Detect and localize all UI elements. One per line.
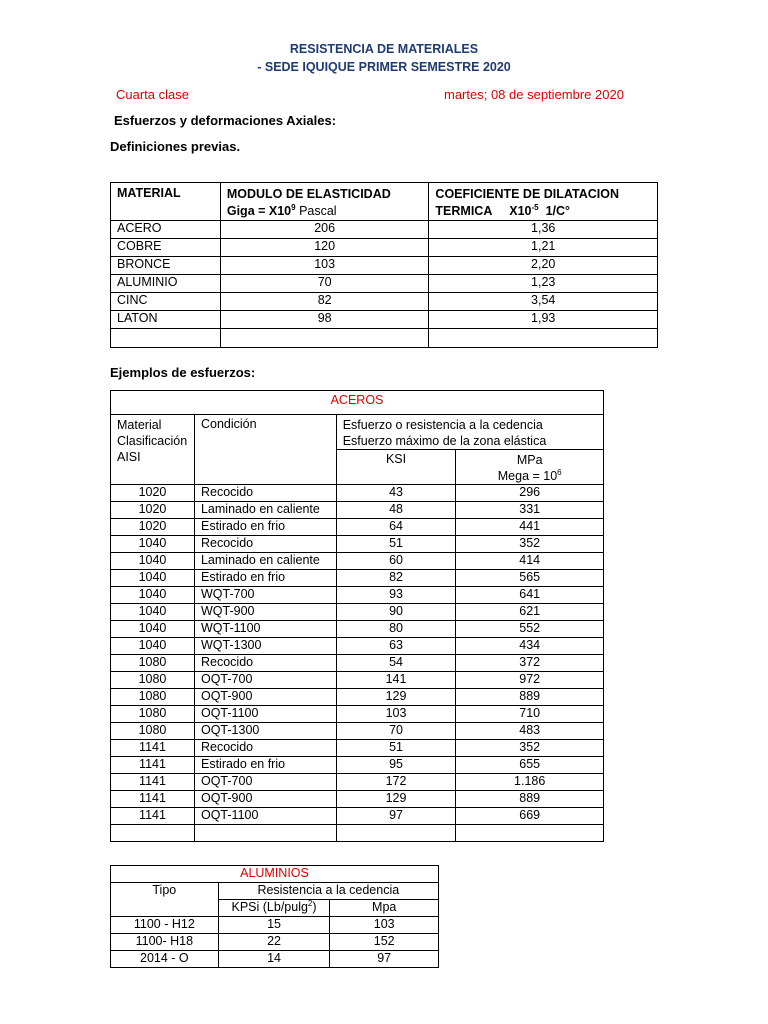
condicion-cell: Recocido [194, 740, 336, 757]
mpa-cell: 972 [456, 672, 604, 689]
header-esfuerzo-line1: Esfuerzo o resistencia a la cedencia [342, 418, 543, 432]
aisi-cell: 1020 [111, 502, 195, 519]
material-cell: CINC [111, 293, 221, 311]
aisi-cell: 1141 [111, 774, 195, 791]
header-ksi: KSI [336, 450, 456, 485]
condicion-cell: WQT-700 [194, 587, 336, 604]
table-row [111, 672, 604, 689]
mpa-cell: 152 [330, 934, 439, 951]
aisi-cell: 1020 [111, 519, 195, 536]
header-kpsi [218, 900, 330, 917]
modulo-cell: 82 [220, 293, 429, 311]
header-aisi-line1: Material [117, 418, 162, 432]
mpa-cell: 1.186 [456, 774, 604, 791]
mpa-cell: 641 [456, 587, 604, 604]
empty-cell [336, 825, 456, 842]
ksi-cell: 95 [336, 757, 456, 774]
header-modulo-unit-exp: 9 [291, 202, 296, 212]
mpa-cell: 621 [456, 604, 604, 621]
ksi-cell: 82 [336, 570, 456, 587]
table-row [111, 951, 439, 968]
date-label: martes; 08 de septiembre 2020 [444, 87, 624, 102]
aisi-cell: 1141 [111, 791, 195, 808]
condicion-cell: WQT-1300 [194, 638, 336, 655]
aisi-cell: 1141 [111, 740, 195, 757]
steels-table [110, 390, 604, 842]
table-row [111, 553, 604, 570]
ksi-cell: 51 [336, 740, 456, 757]
mpa-cell: 352 [456, 740, 604, 757]
header-coef-unit: TERMICA X10 [435, 204, 532, 218]
header-aisi-line2: Clasificación [117, 434, 188, 448]
mpa-cell: 483 [456, 723, 604, 740]
condicion-cell: OQT-1100 [194, 706, 336, 723]
mpa-cell: 103 [330, 917, 439, 934]
header-kpsi-exp: 2 [307, 898, 313, 908]
table-row [111, 570, 604, 587]
condicion-cell: Estirado en frio [194, 519, 336, 536]
ksi-cell: 80 [336, 621, 456, 638]
aisi-cell: 1040 [111, 604, 195, 621]
tipo-cell: 1100- H18 [111, 934, 219, 951]
header-esfuerzo-line2: Esfuerzo máximo de la zona elástica [342, 434, 547, 448]
material-cell: COBRE [111, 239, 221, 257]
ksi-cell: 129 [336, 791, 456, 808]
header-kpsi-text: KPSi (Lb/pulg [231, 900, 308, 914]
material-cell: LATON [111, 311, 221, 329]
aisi-cell: 1080 [111, 655, 195, 672]
header-modulo-text: MODULO DE ELASTICIDAD [226, 187, 391, 201]
header-mega-exp: 6 [557, 467, 562, 477]
header-coef [429, 183, 658, 221]
mpa-cell: 552 [456, 621, 604, 638]
table-row [111, 293, 658, 311]
examples-heading: Ejemplos de esfuerzos: [110, 365, 256, 380]
aisi-cell: 1040 [111, 638, 195, 655]
steels-table-body [111, 485, 604, 842]
ksi-cell: 172 [336, 774, 456, 791]
header-kpsi-close: ) [312, 900, 317, 914]
mpa-cell: 414 [456, 553, 604, 570]
material-cell: BRONCE [111, 257, 221, 275]
table-row [111, 604, 604, 621]
table-row [111, 723, 604, 740]
mpa-cell: 372 [456, 655, 604, 672]
empty-cell [220, 329, 429, 348]
table-row [111, 536, 604, 553]
condicion-cell: Estirado en frio [194, 757, 336, 774]
ksi-cell: 51 [336, 536, 456, 553]
empty-cell [111, 825, 195, 842]
table-row [111, 740, 604, 757]
header-aisi [111, 415, 195, 485]
ksi-cell: 48 [336, 502, 456, 519]
table-row [111, 257, 658, 275]
aluminium-table [110, 865, 439, 968]
mpa-cell: 889 [456, 791, 604, 808]
header-modulo-unit-suffix: Pascal [295, 204, 337, 218]
ksi-cell: 141 [336, 672, 456, 689]
condicion-cell: Laminado en caliente [194, 553, 336, 570]
condicion-cell: Laminado en caliente [194, 502, 336, 519]
kpsi-cell: 15 [218, 917, 330, 934]
table-row-empty [111, 825, 604, 842]
header-mega: Mega = 10 [497, 469, 558, 483]
header-resistencia: Resistencia a la cedencia [218, 883, 438, 900]
document-title-line1: RESISTENCIA DE MATERIALES [289, 42, 479, 56]
table-row [111, 239, 658, 257]
table-row [111, 502, 604, 519]
mpa-cell: 434 [456, 638, 604, 655]
header-material: MATERIAL [111, 183, 221, 221]
header-mpa-al: Mpa [330, 900, 439, 917]
coef-cell: 1,21 [429, 239, 658, 257]
tipo-cell: 2014 - O [111, 951, 219, 968]
modulo-cell: 206 [220, 221, 429, 239]
modulo-cell: 120 [220, 239, 429, 257]
condicion-cell: Estirado en frio [194, 570, 336, 587]
table-row [111, 808, 604, 825]
tipo-cell: 1100 - H12 [111, 917, 219, 934]
ksi-cell: 64 [336, 519, 456, 536]
aisi-cell: 1040 [111, 553, 195, 570]
aisi-cell: 1141 [111, 808, 195, 825]
ksi-cell: 43 [336, 485, 456, 502]
mpa-cell: 669 [456, 808, 604, 825]
table-row [111, 587, 604, 604]
mpa-cell: 97 [330, 951, 439, 968]
table-row [111, 485, 604, 502]
condicion-cell: WQT-900 [194, 604, 336, 621]
kpsi-cell: 22 [218, 934, 330, 951]
condicion-cell: Recocido [194, 655, 336, 672]
table-row [111, 275, 658, 293]
condicion-cell: Recocido [194, 536, 336, 553]
ksi-cell: 97 [336, 808, 456, 825]
mpa-cell: 441 [456, 519, 604, 536]
header-coef-text: COEFICIENTE DE DILATACION [435, 187, 619, 201]
ksi-cell: 54 [336, 655, 456, 672]
aisi-cell: 1080 [111, 672, 195, 689]
table-row [111, 689, 604, 706]
aluminium-table-body [111, 917, 439, 968]
header-tipo: Tipo [111, 883, 219, 917]
aluminium-table-title: ALUMINIOS [111, 866, 439, 883]
ksi-cell: 129 [336, 689, 456, 706]
document-title-line2: - SEDE IQUIQUE PRIMER SEMESTRE 2020 [257, 60, 511, 74]
aisi-cell: 1040 [111, 621, 195, 638]
header-coef-unit-suffix: 1/C° [538, 204, 571, 218]
ksi-cell: 90 [336, 604, 456, 621]
coef-cell: 1,93 [429, 311, 658, 329]
coef-cell: 2,20 [429, 257, 658, 275]
material-cell: ALUMINIO [111, 275, 221, 293]
modulo-cell: 70 [220, 275, 429, 293]
ksi-cell: 103 [336, 706, 456, 723]
kpsi-cell: 14 [218, 951, 330, 968]
condicion-cell: OQT-900 [194, 791, 336, 808]
header-esfuerzo [336, 415, 603, 450]
empty-cell [111, 329, 221, 348]
definitions-heading: Definiciones previas. [110, 139, 241, 154]
coef-cell: 1,36 [429, 221, 658, 239]
table-row [111, 311, 658, 329]
table-header-row [111, 183, 658, 221]
condicion-cell: OQT-900 [194, 689, 336, 706]
aisi-cell: 1141 [111, 757, 195, 774]
aisi-cell: 1080 [111, 689, 195, 706]
mpa-cell: 889 [456, 689, 604, 706]
table-row-empty [111, 329, 658, 348]
mpa-cell: 655 [456, 757, 604, 774]
empty-cell [456, 825, 604, 842]
aisi-cell: 1080 [111, 723, 195, 740]
mpa-cell: 331 [456, 502, 604, 519]
aisi-cell: 1020 [111, 485, 195, 502]
ksi-cell: 60 [336, 553, 456, 570]
aisi-cell: 1040 [111, 536, 195, 553]
material-properties-body [111, 221, 658, 348]
mpa-cell: 710 [456, 706, 604, 723]
header-coef-unit-exp: -5 [531, 202, 539, 212]
table-row [111, 638, 604, 655]
condicion-cell: OQT-1300 [194, 723, 336, 740]
class-label: Cuarta clase [116, 87, 189, 102]
condicion-cell: OQT-700 [194, 774, 336, 791]
coef-cell: 1,23 [429, 275, 658, 293]
ksi-cell: 93 [336, 587, 456, 604]
material-properties-table [110, 182, 658, 348]
table-row [111, 934, 439, 951]
header-mpa-line1: MPa [516, 453, 543, 467]
mpa-cell: 296 [456, 485, 604, 502]
empty-cell [194, 825, 336, 842]
table-row [111, 757, 604, 774]
header-condicion: Condición [194, 415, 336, 485]
table-row [111, 774, 604, 791]
ksi-cell: 63 [336, 638, 456, 655]
condicion-cell: WQT-1100 [194, 621, 336, 638]
aisi-cell: 1040 [111, 570, 195, 587]
table-row [111, 221, 658, 239]
header-modulo-unit: Giga = X10 [226, 204, 292, 218]
table-row [111, 917, 439, 934]
table-row [111, 655, 604, 672]
aisi-cell: 1080 [111, 706, 195, 723]
ksi-cell: 70 [336, 723, 456, 740]
aisi-cell: 1040 [111, 587, 195, 604]
table-row [111, 706, 604, 723]
table-row [111, 621, 604, 638]
empty-cell [429, 329, 658, 348]
table-row [111, 791, 604, 808]
mpa-cell: 352 [456, 536, 604, 553]
condicion-cell: OQT-1100 [194, 808, 336, 825]
condicion-cell: OQT-700 [194, 672, 336, 689]
coef-cell: 3,54 [429, 293, 658, 311]
modulo-cell: 98 [220, 311, 429, 329]
steels-table-title: ACEROS [111, 391, 604, 415]
table-row [111, 519, 604, 536]
header-modulo [220, 183, 429, 221]
modulo-cell: 103 [220, 257, 429, 275]
mpa-cell: 565 [456, 570, 604, 587]
material-cell: ACERO [111, 221, 221, 239]
topic-heading: Esfuerzos y deformaciones Axiales: [114, 113, 337, 128]
condicion-cell: Recocido [194, 485, 336, 502]
header-aisi-line3: AISI [117, 450, 141, 464]
header-mpa [456, 450, 604, 485]
